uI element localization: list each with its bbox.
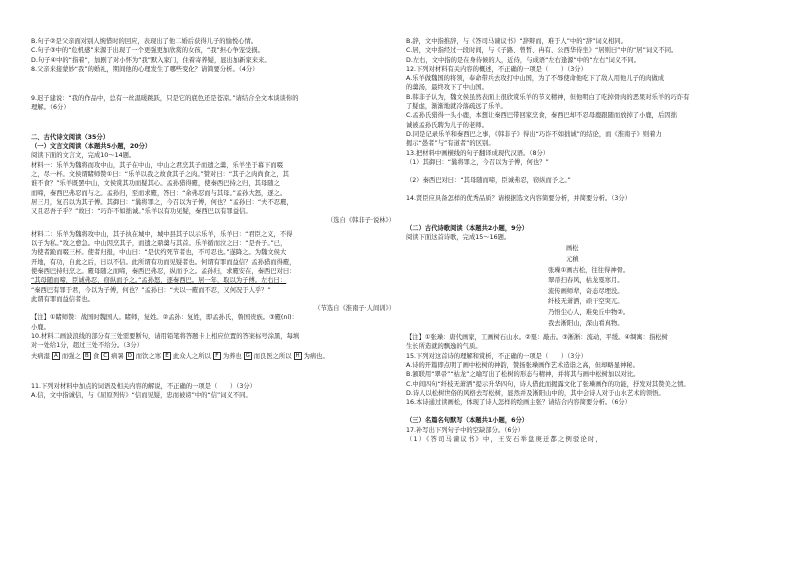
question-17-item-1: （1）《答司马谏议书》中，王安石举盘庚迁都之例驳论时， [406,436,603,444]
question-11-option-d: D.左右，文中指的是在身侍候的人，近侍，与成语“左右逢源”中的“左右”词义不同。 [406,56,640,64]
sentence-segment: 食 [92,352,100,360]
poem-annotation-line-1: 【注】①张璪：唐代画家，工画树石山水。②戛：敲击。③淅淅：流动，平缓。④绸寓：指松树 [406,334,668,342]
sentence-segment: 而强之 [61,352,81,360]
question-13: 13.把材料中画横线的句子翻译成现代汉语。（8分） [406,149,550,157]
break-option-b[interactable]: B [83,352,91,360]
question-7-option-c: C.句子③中的“危机感”来源于出现了一个更强更加欣赏的女孩，“我”担心争宠受损。 [31,47,264,55]
question-13-item-2: （2）秦西巴对曰：“其母随而啼，臣诚弗忍，窃纵而予之。” [406,177,571,185]
question-12-option-d-line-2: 揭示“愚者”与“有道者”的区别。 [406,140,495,148]
material-1-line-1: 材料一：乐羊为魏将而攻中山，其子在中山，中山之君烹其子而遗之羹，乐羊坐于幕下而啜 [31,161,283,169]
subsection-2-heading: （二）古代诗歌阅读（本题共2小题，9分） [406,224,529,232]
right-column [406,37,768,444]
left-column [31,37,395,400]
poem-line-1: 张璪①画古松，往往得神骨。 [548,266,630,274]
poem-annotation-line-2: 生长所造就的飘逸的气质。 [406,343,482,351]
question-11-option-c: C.居，文中指经过一段时间，与《子路、曾皙、冉有、公西华侍坐》“居则曰”中的“居”词义不同。 [406,47,678,55]
break-option-h[interactable]: H [295,352,300,359]
material-1-source: （选自《韩非子·说林》） [326,217,395,225]
material-2-line-2: 以子为私。”攻之愈急。中山因烹其子，而遗之鼎羹与其首。乐羊循而泣之曰：“是吾子。”已， [31,240,287,248]
annotation-line-2: 小鹿。 [31,323,50,331]
question-10-sentence [31,351,395,362]
break-option-f[interactable]: F [213,352,221,360]
material-1-line-2: 之，尽一杯。文侯谓睹师赞①曰：“乐羊以我之故食其子之肉。”赞对曰：“其子之肉尚食之，其 [31,170,289,178]
break-option-e[interactable]: E [163,352,171,360]
question-7-option-d: D.句子④中的“指着”，加剧了对小怀为“我”默入家门，住着寄养疑，显出加新家来来。 [31,56,271,64]
question-7-option-b: B.句子②是父亲面对别人惋惜时的回应，表现出了他二婚后获得儿子的愉悦心情。 [31,38,258,45]
material-2-line-8: 此谓有罪而益信者也。 [31,295,94,303]
poem [548,244,768,329]
poem-intro: 阅读下面这首诗歌，完成15～16题。 [406,234,511,242]
question-11: 11.下列对材料中加点的词语及相关内容的解说，不正确的一项是（ ）（3分） [31,382,256,390]
reading-intro: 阅读下面的文言文，完成10～14题。 [31,152,136,160]
break-option-a[interactable]: A [52,352,60,360]
question-16: 16.本诗通过读画松，体现了诗人怎样的绘画主张？请结合内容简要分析。（6分） [406,399,631,407]
subsection-1-heading: （一）文言文阅读（本题共5小题，20分） [31,143,152,151]
material-1-line-5: 居三月，复召以为其子傅。其御曰：“曩将罪之，今召以为子傅，何也？”孟孙曰：“夫不忍麑， [31,198,293,206]
question-12-option-b-line-1: B.韩非子认为，魏文侯虽然表面上很欣赏乐羊的节义精神，但他明白了吃掉骨肉的恶果对乐羊的巧诈有 [406,93,690,101]
material-2-line-3: 为使者跪而啜三杯。使者归报，中山曰：“是伏约死节者也，不可忍也。”遂降之。为魏文侯大 [31,249,287,257]
poem-line-6: 我去淅阳山，深山看真物。 [548,319,624,327]
question-11-option-a: A.信，文中指诚信，与《屈原列传》“信而见疑，忠而被谤”中的“信”词义不同。 [31,391,252,399]
question-15-option-b: B.颔联用“翠帚”“枯龙”之喻写出了松树的形态与精神，并将其与画中松树加以对比。 [406,371,640,379]
annotation-line-1: 【注】①睹师赞：战国时魏国人。睹师，复姓。②孟孙：复姓，即孟孙氏，鲁国贵族。③麑(ní)： [31,314,298,322]
question-15-option-a: A.诗的开篇即点明了画中松树的神韵，赞扬张璪画作艺术造诣之高，但却略显神秘。 [406,361,639,369]
question-15-option-d: D.诗人以松树世俗的风格去写松树，显然并及淅阳山中的，其中会诗人对于山水艺术的领悟。 [406,389,665,397]
question-15: 15.下列对这首诗的理解和赏析，不正确的一项是（ ）（3分） [406,352,587,360]
material-2-line-4: 开地，有功，自此之后，日以不信。此所谓有功而见疑者也。何谓有罪而益信？孟孙猎而得麑， [31,258,296,266]
question-12-option-a-line-1: A.乐羊做魏国的将领，奉命带兵去攻打中山国，为了不辱使命他吃下了敌人用他儿子的肉做成 [406,75,665,83]
poem-line-5: 乃悟尘心人，难免丘中物②。 [548,308,630,316]
question-12: 12.下列对材料有关内容的概述，不正确的一项是（ ）（3分） [406,65,587,73]
poem-title: 画松 [566,245,579,253]
sentence-segment: 此众人之所以 [173,352,211,360]
poem-author: 元稹 [566,255,579,263]
sentence-segment: 而良医之所以 [253,352,292,360]
material-2-line-5: 使秦西巴持归烹之。麑母随之而啼，秦西巴弗忍，纵而予之。孟孙归，求麑安在，秦西巴对曰： [31,267,296,275]
sentence-segment: 为养也 [222,352,242,360]
break-option-c[interactable]: C [101,352,109,360]
material-2-line-1: 材料二：乐羊为魏将攻中山，其子执在城中，城中县其子以示乐羊，乐羊曰：“君臣之义，不得 [31,230,293,238]
poem-line-2: 翠帚扫春风，枯龙戛寒月。 [548,277,624,285]
question-9-line-1: 9.迟子建说：“我的作品中，总有一丝温暖跳跃，只是它的底色还是苍凉。”请结合全文本谈谈你的 [31,95,299,103]
question-12-option-a-line-2: 的羹汤，最终攻下了中山国。 [406,84,488,92]
question-15-option-c: C.中间四句“纤枝无萧洒”提示升华四句，诗人借此而揭露文化了张璪画作的功能，抒发对其赞美之情。 [406,380,690,388]
poem-line-3: 流传画师辈，奇态尽埋没。 [548,287,624,295]
sentence-segment: 而饮之寒 [135,352,161,360]
question-17: 17.补写出下列句子中的空缺部分。（6分） [406,426,524,434]
question-8: 8.父亲来接蒙妙“我”的婚礼，期间他的心理发生了哪些变化？请简要分析。（4分） [31,65,259,73]
question-11-option-b: B.辞，文中指推辞，与《答司马谏议书》“辞辩而，难于人”中的“辞”词义相同。 [406,38,627,45]
material-2-line-6: “其母随而啼，臣诚弗忍，窃纵而予之。”孟孙怒，逐秦西巴。居一年，取以为子傅。左右曰： [31,277,287,285]
material-1-line-4: 而啼，秦西巴弗忍而与之。孟孙归，至而求麑，答曰：“余弗忍而与其母。”孟孙大怒，逐之。 [31,189,287,197]
question-13-item-1: （1）其御曰：“曩将罪之，今召以为子傅，何也？” [406,158,549,166]
break-option-g[interactable]: G [245,352,250,359]
poem-line-4: 纤枝无萧洒，顽干空突兀。 [548,298,624,306]
question-10-line-1: 10.材料二画波浪线的部分有三处需要断句，请用铅笔将答题卡上相应位置的答案标号涂黑，每填 [31,333,300,341]
material-1-line-6: 又且忍吾子乎？”故曰：“巧诈不如拙诚。”乐羊以有功见疑，秦西巴以有罪益信。 [31,208,252,216]
question-12-option-c-line-2: 诚被孟孙氏聘为儿子的老师。 [406,121,488,129]
question-14: 14.贤臣应具备怎样的优秀品质？请根据选文内容简要分析，并简要分析。（3分） [406,195,631,203]
question-9-line-2: 理解。（6分） [31,104,70,112]
question-12-option-c-line-1: C.孟孙氏猎得一头小鹿，本想让秦西巴带回家烹食，秦西巴却不忍母鹿跟随而放掉了小鹿，后因拙 [406,112,677,120]
sentence-segment: 病暑 [111,352,124,360]
sentence-segment: 为病也。 [303,352,329,360]
break-option-d[interactable]: D [127,352,132,359]
material-2-source: （节选自《淮南子·人间训》） [314,305,395,313]
material-2-line-7: “秦西巴有罪于君，今以为子傅，何也？”孟孙曰：“夫以一麑而不忍，又何况于人乎？” [31,286,271,294]
question-12-option-d-line-1: D.同是记录乐羊和秦西巴之事，《韩非子》得出“巧诈不如拙诚”的结论，而《淮南子》则着力 [406,130,662,138]
question-10-line-2: 对一处给1分，超过三处不给分。（3分） [31,342,143,350]
section-2-heading: 二、古代诗文阅读（35分） [31,133,110,141]
material-1-line-3: 谁不食？”乐羊既罢中山，文侯赏其功而疑其心。孟孙猎得麑，使秦西巴持之归，其母随之 [31,180,280,188]
subsection-3-heading: （三）名篇名句默写（本题共1小题，6分） [406,417,529,425]
question-12-option-b-line-2: 了疑虑，渐渐地就冷落疏远了乐羊。 [406,103,507,111]
sentence-segment: 夫病湿 [31,352,50,360]
